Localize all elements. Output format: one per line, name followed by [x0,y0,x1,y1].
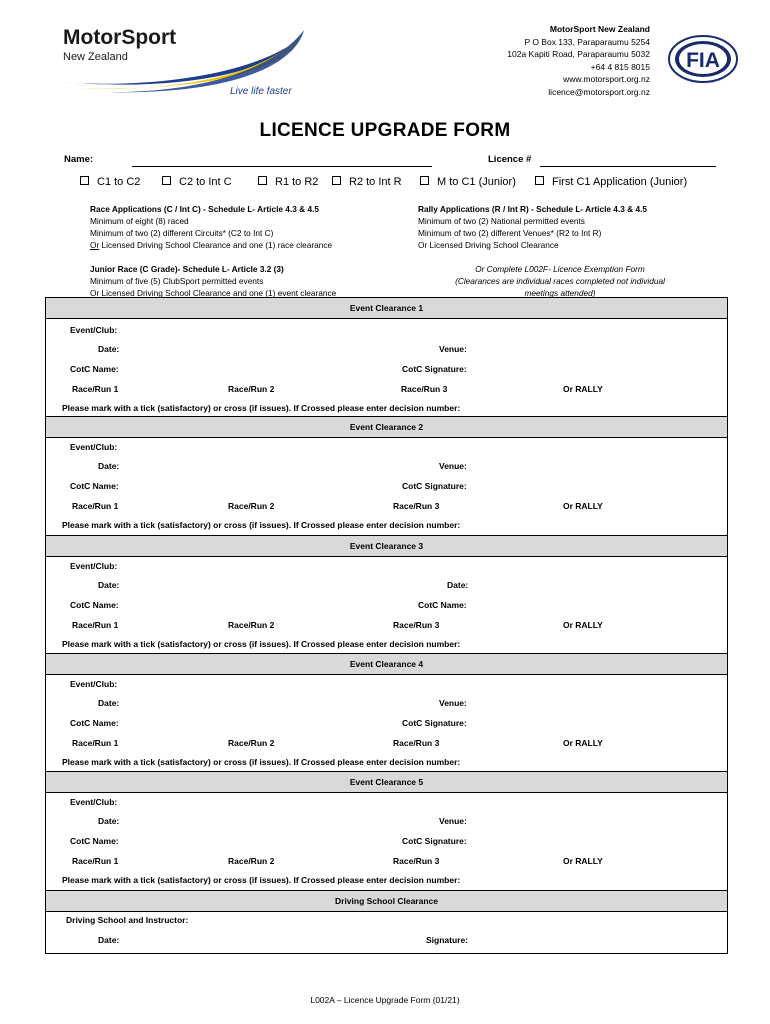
section-heading: Event Clearance 1 [46,298,727,319]
requirement-line: Minimum of two (2) different Circuits* (C2 to Int C) [90,228,274,238]
cotc-name-label: CotC Name: [70,481,119,491]
race-run-2-label: Race/Run 2 [228,856,275,866]
venue-label: Venue: [439,461,467,471]
race-run-2-label: Race/Run 2 [228,620,275,630]
checkbox[interactable] [258,176,267,185]
race-run-1-label: Race/Run 1 [72,856,119,866]
event-club-label: Event/Club: [70,797,118,807]
instructor-label: Driving School and Instructor: [66,915,189,925]
licence-label: Licence # [488,154,532,165]
exemption-note [430,263,690,299]
cotc-signature-label: CotC Signature: [402,364,467,374]
driving-school-clearance [46,890,727,945]
tick-instructions: Please mark with a tick (satisfactory) or cross (if issues). If Crossed please enter decision number: [62,875,461,885]
cotc-name-label: CotC Name: [70,600,119,610]
option-label: R1 to R2 [275,176,319,188]
checkbox[interactable] [420,176,429,185]
race-run-1-label: Race/Run 1 [72,738,119,748]
event-club-label: Event/Club: [70,561,118,571]
logo-region-text: New Zealand [63,51,128,63]
tick-instructions: Please mark with a tick (satisfactory) or cross (if issues). If Crossed please enter decision number: [62,757,461,767]
option-label: C1 to C2 [97,176,141,188]
or-rally-label: Or RALLY [563,501,603,511]
checkbox[interactable] [162,176,171,185]
cotc-signature-label: CotC Signature: [402,718,467,728]
logo-brand-text: MotorSport [63,26,177,49]
cotc-name-label: CotC Name: [70,364,119,374]
requirement-line: Or Licensed Driving School Clearance and one (1) event clearance [90,288,337,298]
or-rally-label: Or RALLY [563,384,603,394]
address-line: P O Box 133, Paraparaumu 5254 [524,36,650,47]
race-run-1-label: Race/Run 1 [72,384,119,394]
tick-instructions: Please mark with a tick (satisfactory) or cross (if issues). If Crossed please enter decision number: [62,520,461,530]
venue-label: Venue: [439,344,467,354]
option-label: R2 to Int R [349,176,402,188]
option-label: C2 to Int C [179,176,232,188]
date-label: Date: [98,816,120,826]
checkbox[interactable] [80,176,89,185]
event-clearance-4 [46,653,727,767]
or-underlined: Or [90,240,100,250]
option-r2-to-int-r[interactable] [332,176,402,188]
event-clearance-1 [46,298,727,413]
logo-tagline-text: Live life faster [230,86,292,97]
fia-logo-text: FIA [686,49,720,72]
address-line: 102a Kapiti Road, Paraparaumu 5032 [507,49,650,59]
name-label: Name: [64,154,94,165]
junior-requirements-heading: Junior Race (C Grade)- Schedule L- Article 3.2 (3) [90,264,284,274]
exemption-line: Or Complete L002F- Licence Exemption Form [475,264,645,274]
option-label: M to C1 (Junior) [437,176,516,188]
race-run-3-label: Race/Run 3 [401,384,448,394]
checkbox[interactable] [332,176,341,185]
checkbox[interactable] [535,176,544,185]
tick-instructions: Please mark with a tick (satisfactory) or cross (if issues). If Crossed please enter decision number: [62,403,461,413]
exemption-line: meetings attended) [524,288,596,298]
race-requirements [90,203,332,251]
name-field[interactable] [132,166,432,167]
form-title: LICENCE UPGRADE FORM [259,120,511,141]
date-label: Date: [98,580,120,590]
requirement-line: Or Licensed Driving School Clearance [418,240,559,250]
race-run-3-label: Race/Run 3 [393,620,440,630]
email-link[interactable]: licence@motorsport.org.nz [548,86,650,97]
requirement-line: Minimum of two (2) different Venues* (R2 to Int R) [418,228,602,238]
date-label: Date: [98,344,120,354]
date-label: Date: [98,698,120,708]
option-c2-to-int-c[interactable] [162,176,232,188]
motorsport-nz-logo [60,22,330,98]
requirement-line: Minimum of eight (8) raced [90,216,189,226]
date-label: Date: [98,461,120,471]
event-clearance-2 [46,416,727,530]
or-rally-label: Or RALLY [563,738,603,748]
section-heading: Event Clearance 2 [46,416,727,438]
or-rally-label: Or RALLY [563,620,603,630]
race-run-3-label: Race/Run 3 [393,501,440,511]
rally-requirements-heading: Rally Applications (R / Int R) - Schedule L- Article 4.3 & 4.5 [418,204,647,214]
event-club-label: Event/Club: [70,442,118,452]
venue-label: Venue: [439,698,467,708]
or-rally-label: Or RALLY [563,856,603,866]
cotc-name-label: CotC Name: [70,836,119,846]
requirement-line: Minimum of two (2) National permitted events [418,216,585,226]
licence-number-field[interactable] [540,166,716,167]
race-run-1-label: Race/Run 1 [72,620,119,630]
venue-label: Venue: [439,816,467,826]
phone-number: +64 4 815 8015 [590,61,650,72]
cotc-signature-label: CotC Signature: [402,481,467,491]
section-heading: Event Clearance 4 [46,653,727,675]
clearance-grid [45,297,728,954]
junior-requirements [90,263,336,299]
option-label: First C1 Application (Junior) [552,176,688,188]
exemption-line: (Clearances are individual races completed not individual [455,276,665,286]
race-run-2-label: Race/Run 2 [228,384,275,394]
upgrade-options [0,176,770,192]
form-footer: L002A – Licence Upgrade Form (01/21) [310,995,460,1005]
race-requirements-heading: Race Applications (C / Int C) - Schedule L- Article 4.3 & 4.5 [90,204,319,214]
tick-instructions: Please mark with a tick (satisfactory) or cross (if issues). If Crossed please enter decision number: [62,639,461,649]
option-c1-to-c2[interactable] [80,176,140,188]
requirement-line-rest: Licensed Driving School Clearance and one (1) race clearance [99,240,333,250]
cotc-signature-label: CotC Signature: [402,836,467,846]
date-label: Date: [98,935,120,945]
section-heading: Event Clearance 3 [46,535,727,557]
race-run-3-label: Race/Run 3 [393,738,440,748]
second-date-label: Date: [447,580,469,590]
cotc-name-label: CotC Name: [70,718,119,728]
event-club-label: Event/Club: [70,325,118,335]
rally-requirements [418,203,647,251]
signature-label: Signature: [426,935,469,945]
race-run-2-label: Race/Run 2 [228,738,275,748]
org-address-block [507,23,650,98]
fia-logo [667,34,739,84]
requirement-line: Minimum of five (5) ClubSport permitted events [90,276,264,286]
section-heading: Driving School Clearance [46,890,727,912]
option-m-to-c1[interactable] [420,176,516,188]
race-run-3-label: Race/Run 3 [393,856,440,866]
event-clearance-3 [46,535,727,649]
event-clearance-5 [46,771,727,885]
section-heading: Event Clearance 5 [46,771,727,793]
second-cotc-name-label: CotC Name: [418,600,467,610]
org-name: MotorSport New Zealand [549,24,650,34]
option-first-c1[interactable] [535,176,687,188]
option-r1-to-r2[interactable] [258,176,318,188]
race-run-1-label: Race/Run 1 [72,501,119,511]
race-run-2-label: Race/Run 2 [228,501,275,511]
event-club-label: Event/Club: [70,679,118,689]
website-link[interactable]: www.motorsport.org.nz [563,74,650,84]
requirement-line [90,239,332,251]
